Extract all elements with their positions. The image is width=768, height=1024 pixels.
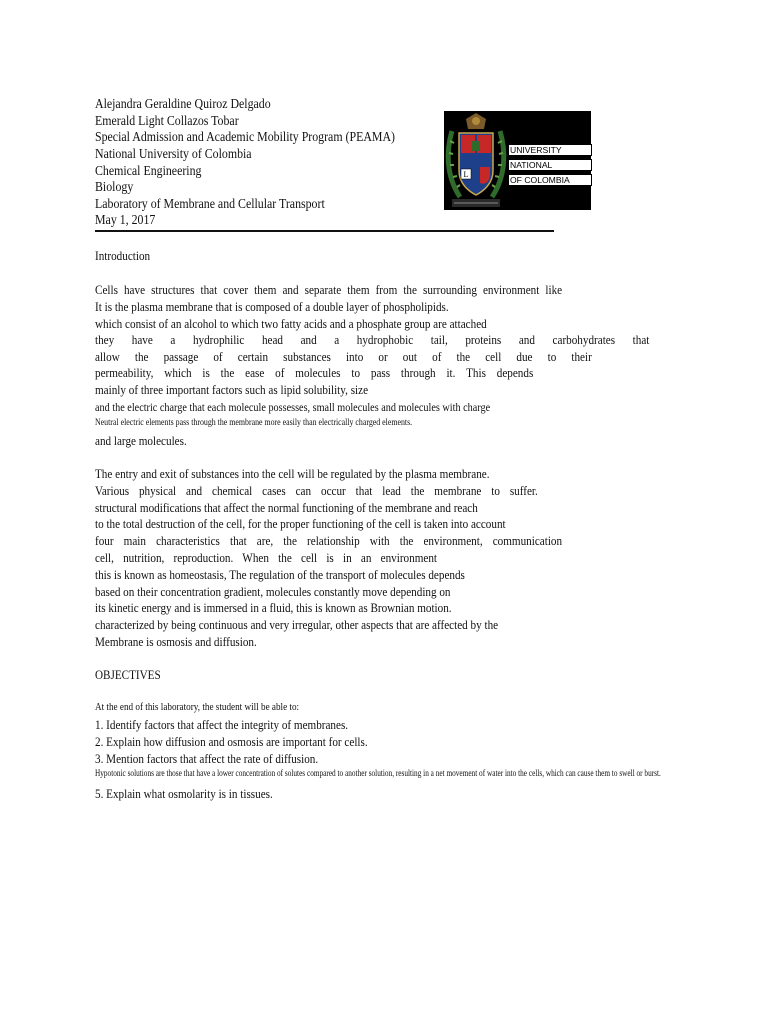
intro-p1-line: they have a hydrophilic head and a hydrophobic tail, proteins and carbohydrates that: [95, 333, 650, 347]
intro-p2-line: its kinetic energy and is immersed in a fluid, this is known as Brownian motion.: [95, 601, 452, 615]
intro-p1-line: Cells have structures that cover them and separate them from the surrounding environment like: [95, 283, 563, 297]
intro-p2-line: this is known as homeostasis, The regulation of the transport of molecules depends: [95, 568, 465, 582]
intro-p2-line: based on their concentration gradient, molecules constantly move depending on: [95, 585, 451, 599]
intro-p1-line: permeability, which is the ease of molecules to pass through it. This depends: [95, 366, 534, 380]
intro-p1-line: which consist of an alcohol to which two fatty acids and a phosphate group are attached: [95, 317, 487, 331]
objective-item: 3. Mention factors that affect the rate of diffusion.: [95, 752, 319, 766]
svg-text:L: L: [463, 170, 469, 179]
logo-label-university: UNIVERSITY: [508, 144, 592, 156]
objective-item: Hypotonic solutions are those that have a lower concentration of solutes compared to another solution, resulting in a net movement of water into the cells, which can cause them to swell or burst.: [95, 768, 661, 778]
intro-p1-line: Neutral electric elements pass through the membrane more easily than electrically charged elements.: [95, 418, 413, 428]
intro-p2-line: four main characteristics that are, the relationship with the environment, communication: [95, 534, 563, 548]
intro-p2-line: characterized by being continuous and very irregular, other aspects that are affected by the: [95, 618, 499, 632]
intro-p1-line: and large molecules.: [95, 434, 187, 448]
author-name-1: Alejandra Geraldine Quiroz Delgado: [95, 96, 271, 111]
date: May 1, 2017: [95, 212, 156, 227]
lab-title: Laboratory of Membrane and Cellular Transport: [95, 196, 325, 211]
intro-p2-line: to the total destruction of the cell, for the proper functioning of the cell is taken into account: [95, 517, 506, 531]
university-coat-of-arms-icon: [444, 111, 508, 210]
objectives-intro: At the end of this laboratory, the student will be able to:: [95, 702, 300, 713]
program-name: Special Admission and Academic Mobility Program (PEAMA): [95, 129, 395, 144]
introduction-heading: Introduction: [95, 249, 151, 263]
department-name: Chemical Engineering: [95, 163, 202, 178]
intro-p2-line: The entry and exit of substances into the cell will be regulated by the plasma membrane.: [95, 467, 490, 481]
intro-p2-line: structural modifications that affect the normal functioning of the membrane and reach: [95, 501, 478, 515]
university-name: National University of Colombia: [95, 146, 252, 161]
objectives-heading: OBJECTIVES: [95, 668, 161, 682]
course-name: Biology: [95, 179, 134, 194]
objective-item: 2. Explain how diffusion and osmosis are important for cells.: [95, 735, 368, 749]
author-name-2: Emerald Light Collazos Tobar: [95, 113, 239, 128]
intro-p1-line: allow the passage of certain substances into or out of the cell due to their: [95, 350, 592, 364]
objective-item: 5. Explain what osmolarity is in tissues.: [95, 787, 273, 801]
header-divider: [95, 230, 554, 232]
logo-label-colombia: OF COLOMBIA: [508, 174, 592, 186]
intro-p2-line: cell, nutrition, reproduction. When the cell is in an environment: [95, 551, 437, 565]
intro-p2-line: Various physical and chemical cases can occur that lead the membrane to suffer.: [95, 484, 538, 498]
intro-p1-line: It is the plasma membrane that is composed of a double layer of phospholipids.: [95, 300, 449, 314]
university-logo: [444, 111, 591, 210]
objective-item: 1. Identify factors that affect the integrity of membranes.: [95, 718, 349, 732]
intro-p1-line: and the electric charge that each molecule possesses, small molecules and molecules with charge: [95, 401, 491, 414]
intro-p1-line: mainly of three important factors such as lipid solubility, size: [95, 383, 369, 397]
logo-label-national: NATIONAL: [508, 159, 592, 171]
intro-p2-line: Membrane is osmosis and diffusion.: [95, 635, 257, 649]
